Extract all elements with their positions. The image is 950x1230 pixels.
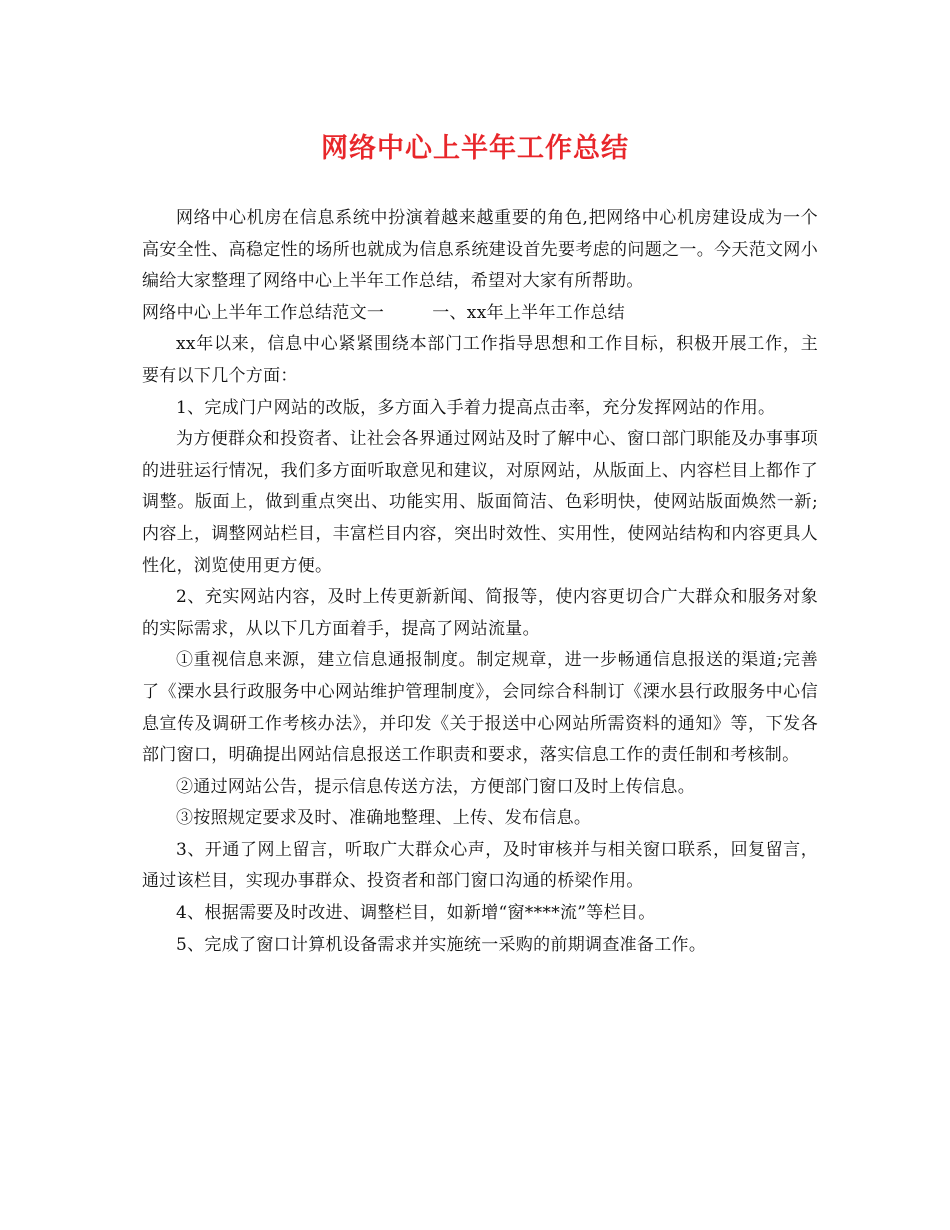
paragraph-item-1: 1、完成门户网站的改版，多方面入手着力提高点击率，充分发挥网站的作用。	[176, 397, 776, 418]
paragraph-item-2-c: ③按照规定要求及时、准确地整理、上传、发布信息。	[176, 808, 592, 829]
paragraph-item-5: 5、完成了窗口计算机设备需求并实施统一采购的前期调查准备工作。	[176, 934, 707, 955]
paragraph-item-2-b: ②通过网站公告，提示信息传送方法，方便部门窗口及时上传信息。	[176, 776, 695, 797]
paragraph-item-3: 3、开通了网上留言，听取广大群众心声，及时审核并与相关窗口联系，回复留言，通过该栏目，实现办事群众、投资者和部门窗口沟通的桥梁作用。	[142, 839, 818, 892]
paragraph-overview: xx年以来，信息中心紧紧围绕本部门工作指导思想和工作目标，积极开展工作，主要有以下几个方面：	[142, 334, 818, 386]
document-title: 网络中心上半年工作总结	[321, 133, 629, 164]
paragraph-item-2: 2、充实网站内容，及时上传更新新闻、简报等，使内容更切合广大群众和服务对象的实际需求，从以下几方面着手，提高了网站流量。	[142, 587, 818, 639]
paragraph-intro: 网络中心机房在信息系统中扮演着越来越重要的角色,把网络中心机房建设成为一个高安全性、高稳定性的场所也就成为信息系统建设首先要考虑的问题之一。今天范文网小编给大家整理了网络中心上半年工作总结，希望对大家有所帮助。	[142, 208, 818, 292]
paragraph-item-4: 4、根据需要及时改进、调整栏目，如新增“窗****流”等栏目。	[176, 903, 656, 924]
paragraph-item-1-detail: 为方便群众和投资者、让社会各界通过网站及时了解中心、窗口部门职能及办事事项的进驻运行情况，我们多方面听取意见和建议，对原网站，从版面上、内容栏目上都作了调整。版面上，做到重点突出、功能实用、版面简洁、色彩明快，使网站版面焕然一新;内容上，调整网站栏目，丰富栏目内容，突出时效性、实用性，使网站结构和内容更具人性化，浏览使用更方便。	[142, 429, 818, 576]
document-body	[142, 203, 818, 961]
paragraph-item-2-a: ①重视信息来源，建立信息通报制度。制定规章，进一步畅通信息报送的渠道;完善了《溧水县行政服务中心网站维护管理制度》，会同综合科制订《溧水县行政服务中心信息宣传及调研工作考核办法》，并印发《关于报送中心网站所需资料的通知》等，下发各部门窗口，明确提出网站信息报送工作职责和要求，落实信息工作的责任制和考核制。	[142, 650, 818, 766]
section-heading	[142, 298, 818, 330]
heading-left: 网络中心上半年工作总结范文一	[142, 302, 385, 323]
heading-right: 一、xx年上半年工作总结	[432, 302, 625, 323]
